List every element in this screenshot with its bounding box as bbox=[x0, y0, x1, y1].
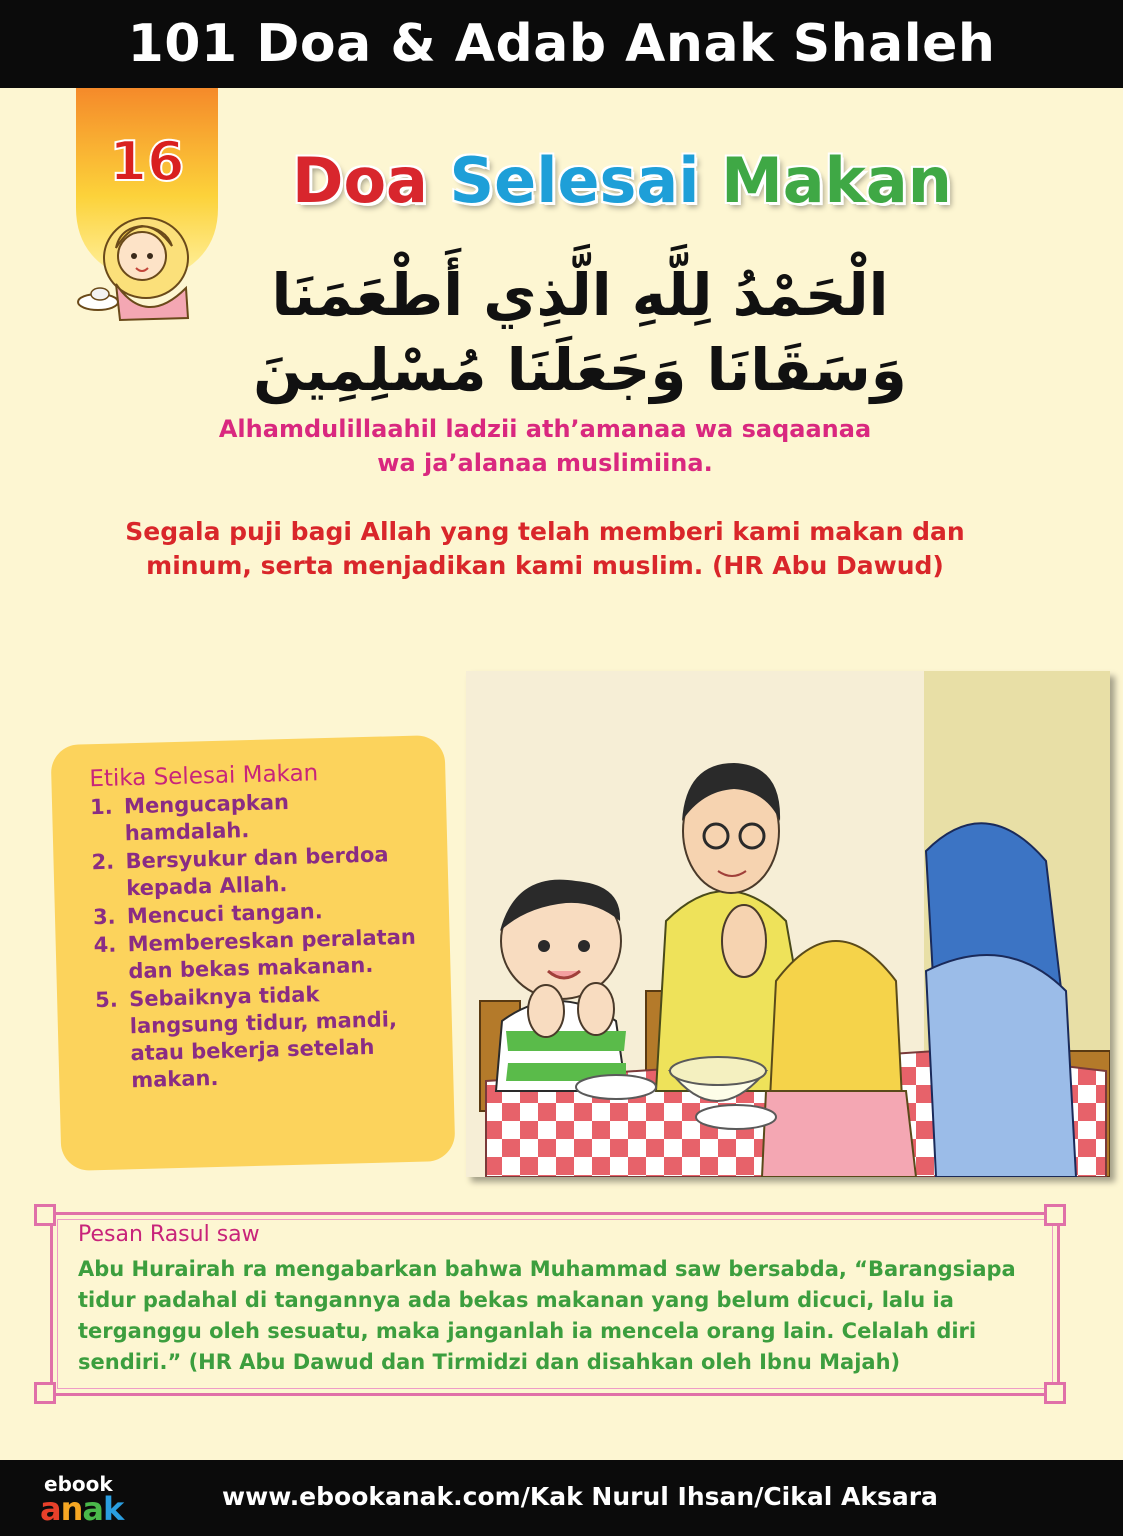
etika-item-number: 3. bbox=[92, 904, 116, 930]
etika-item-text: Sebaiknya tidak langsung tidur, mandi, atau bekerja setelah makan. bbox=[128, 982, 398, 1093]
etika-item-text: Membereskan peralatan dan bekas makanan. bbox=[127, 924, 417, 984]
frame-corner-ornament bbox=[1044, 1204, 1066, 1226]
logo-text-bottom bbox=[40, 1490, 123, 1528]
translation-line: Segala puji bagi Allah yang telah memberi kami makan dan bbox=[125, 517, 965, 546]
logo-text-top: ebook bbox=[44, 1472, 113, 1496]
etika-item-number: 1. bbox=[89, 794, 114, 820]
arabic-prayer: الْحَمْدُ لِلَّهِ الَّذِي أَطْعَمَنَا وَسَقَانَا وَجَعَلَنَا مُسْلِمِينَ bbox=[253, 261, 907, 405]
pesan-title: Pesan Rasul saw bbox=[78, 1222, 260, 1247]
pesan-body: Abu Hurairah ra mengabarkan bahwa Muhammad saw bersabda, “Barangsiapa tidur padahal di tangannya ada bekas makanan yang belum dicuci, lalu ia terganggu oleh sesuatu, maka janganlah ia mencela orang lain. Celalah diri sendiri.” (HR Abu Dawud dan Tirmidzi dan disahkan oleh Ibnu Majah) bbox=[78, 1257, 1016, 1374]
frame-corner-ornament bbox=[34, 1382, 56, 1404]
badge-ribbon bbox=[76, 88, 218, 328]
logo-letter: a bbox=[82, 1490, 103, 1528]
transliteration bbox=[140, 412, 950, 480]
etika-item-number: 2. bbox=[91, 849, 115, 875]
frame-corner-ornament bbox=[1044, 1382, 1066, 1404]
book-title: 101 Doa & Adab Anak Shaleh bbox=[127, 14, 996, 74]
etika-item-text: Bersyukur dan berdoa kepada Allah. bbox=[125, 842, 389, 901]
etika-box bbox=[50, 735, 455, 1171]
logo-letter: a bbox=[40, 1490, 61, 1528]
etika-item-number: 4. bbox=[93, 932, 117, 958]
girl bbox=[762, 941, 916, 1177]
etika-item-text: Mengucapkan hamdalah. bbox=[123, 790, 290, 846]
chapter-badge bbox=[76, 88, 218, 328]
title-word-makan: Makan bbox=[721, 144, 952, 217]
title-word-selesai: Selesai bbox=[449, 144, 700, 217]
footer-credit: www.ebookanak.com/Kak Nurul Ihsan/Cikal Aksara bbox=[222, 1482, 938, 1511]
footer-bar bbox=[0, 1460, 1123, 1536]
title-word-doa: Doa bbox=[292, 144, 428, 217]
etika-title: Etika Selesai Makan bbox=[89, 760, 319, 793]
etika-item bbox=[91, 841, 422, 904]
top-bar bbox=[0, 0, 1123, 88]
logo-letter: n bbox=[60, 1490, 83, 1528]
transliteration-line: wa ja’alanaa muslimiina. bbox=[377, 449, 713, 477]
pesan-rasul-box bbox=[30, 1212, 1060, 1396]
ebookanak-logo bbox=[40, 1472, 132, 1528]
translation bbox=[100, 515, 990, 583]
translation-line: minum, serta menjadikan kami muslim. (HR Abu Dawud) bbox=[146, 551, 944, 580]
etika-item-text: Mencuci tangan. bbox=[126, 899, 323, 929]
transliteration-line: Alhamdulillaahil ladzii ath’amanaa wa saqaanaa bbox=[218, 415, 872, 443]
family-praying-illustration bbox=[466, 671, 1110, 1177]
etika-item bbox=[90, 786, 421, 849]
frame-corner-ornament bbox=[34, 1204, 56, 1226]
page-title bbox=[292, 144, 952, 217]
chapter-number: 16 bbox=[109, 130, 185, 193]
etika-item-number: 5. bbox=[94, 987, 119, 1013]
etika-item bbox=[95, 979, 428, 1096]
etika-list bbox=[90, 786, 428, 1096]
etika-item bbox=[93, 924, 424, 987]
logo-letter: k bbox=[102, 1490, 124, 1528]
